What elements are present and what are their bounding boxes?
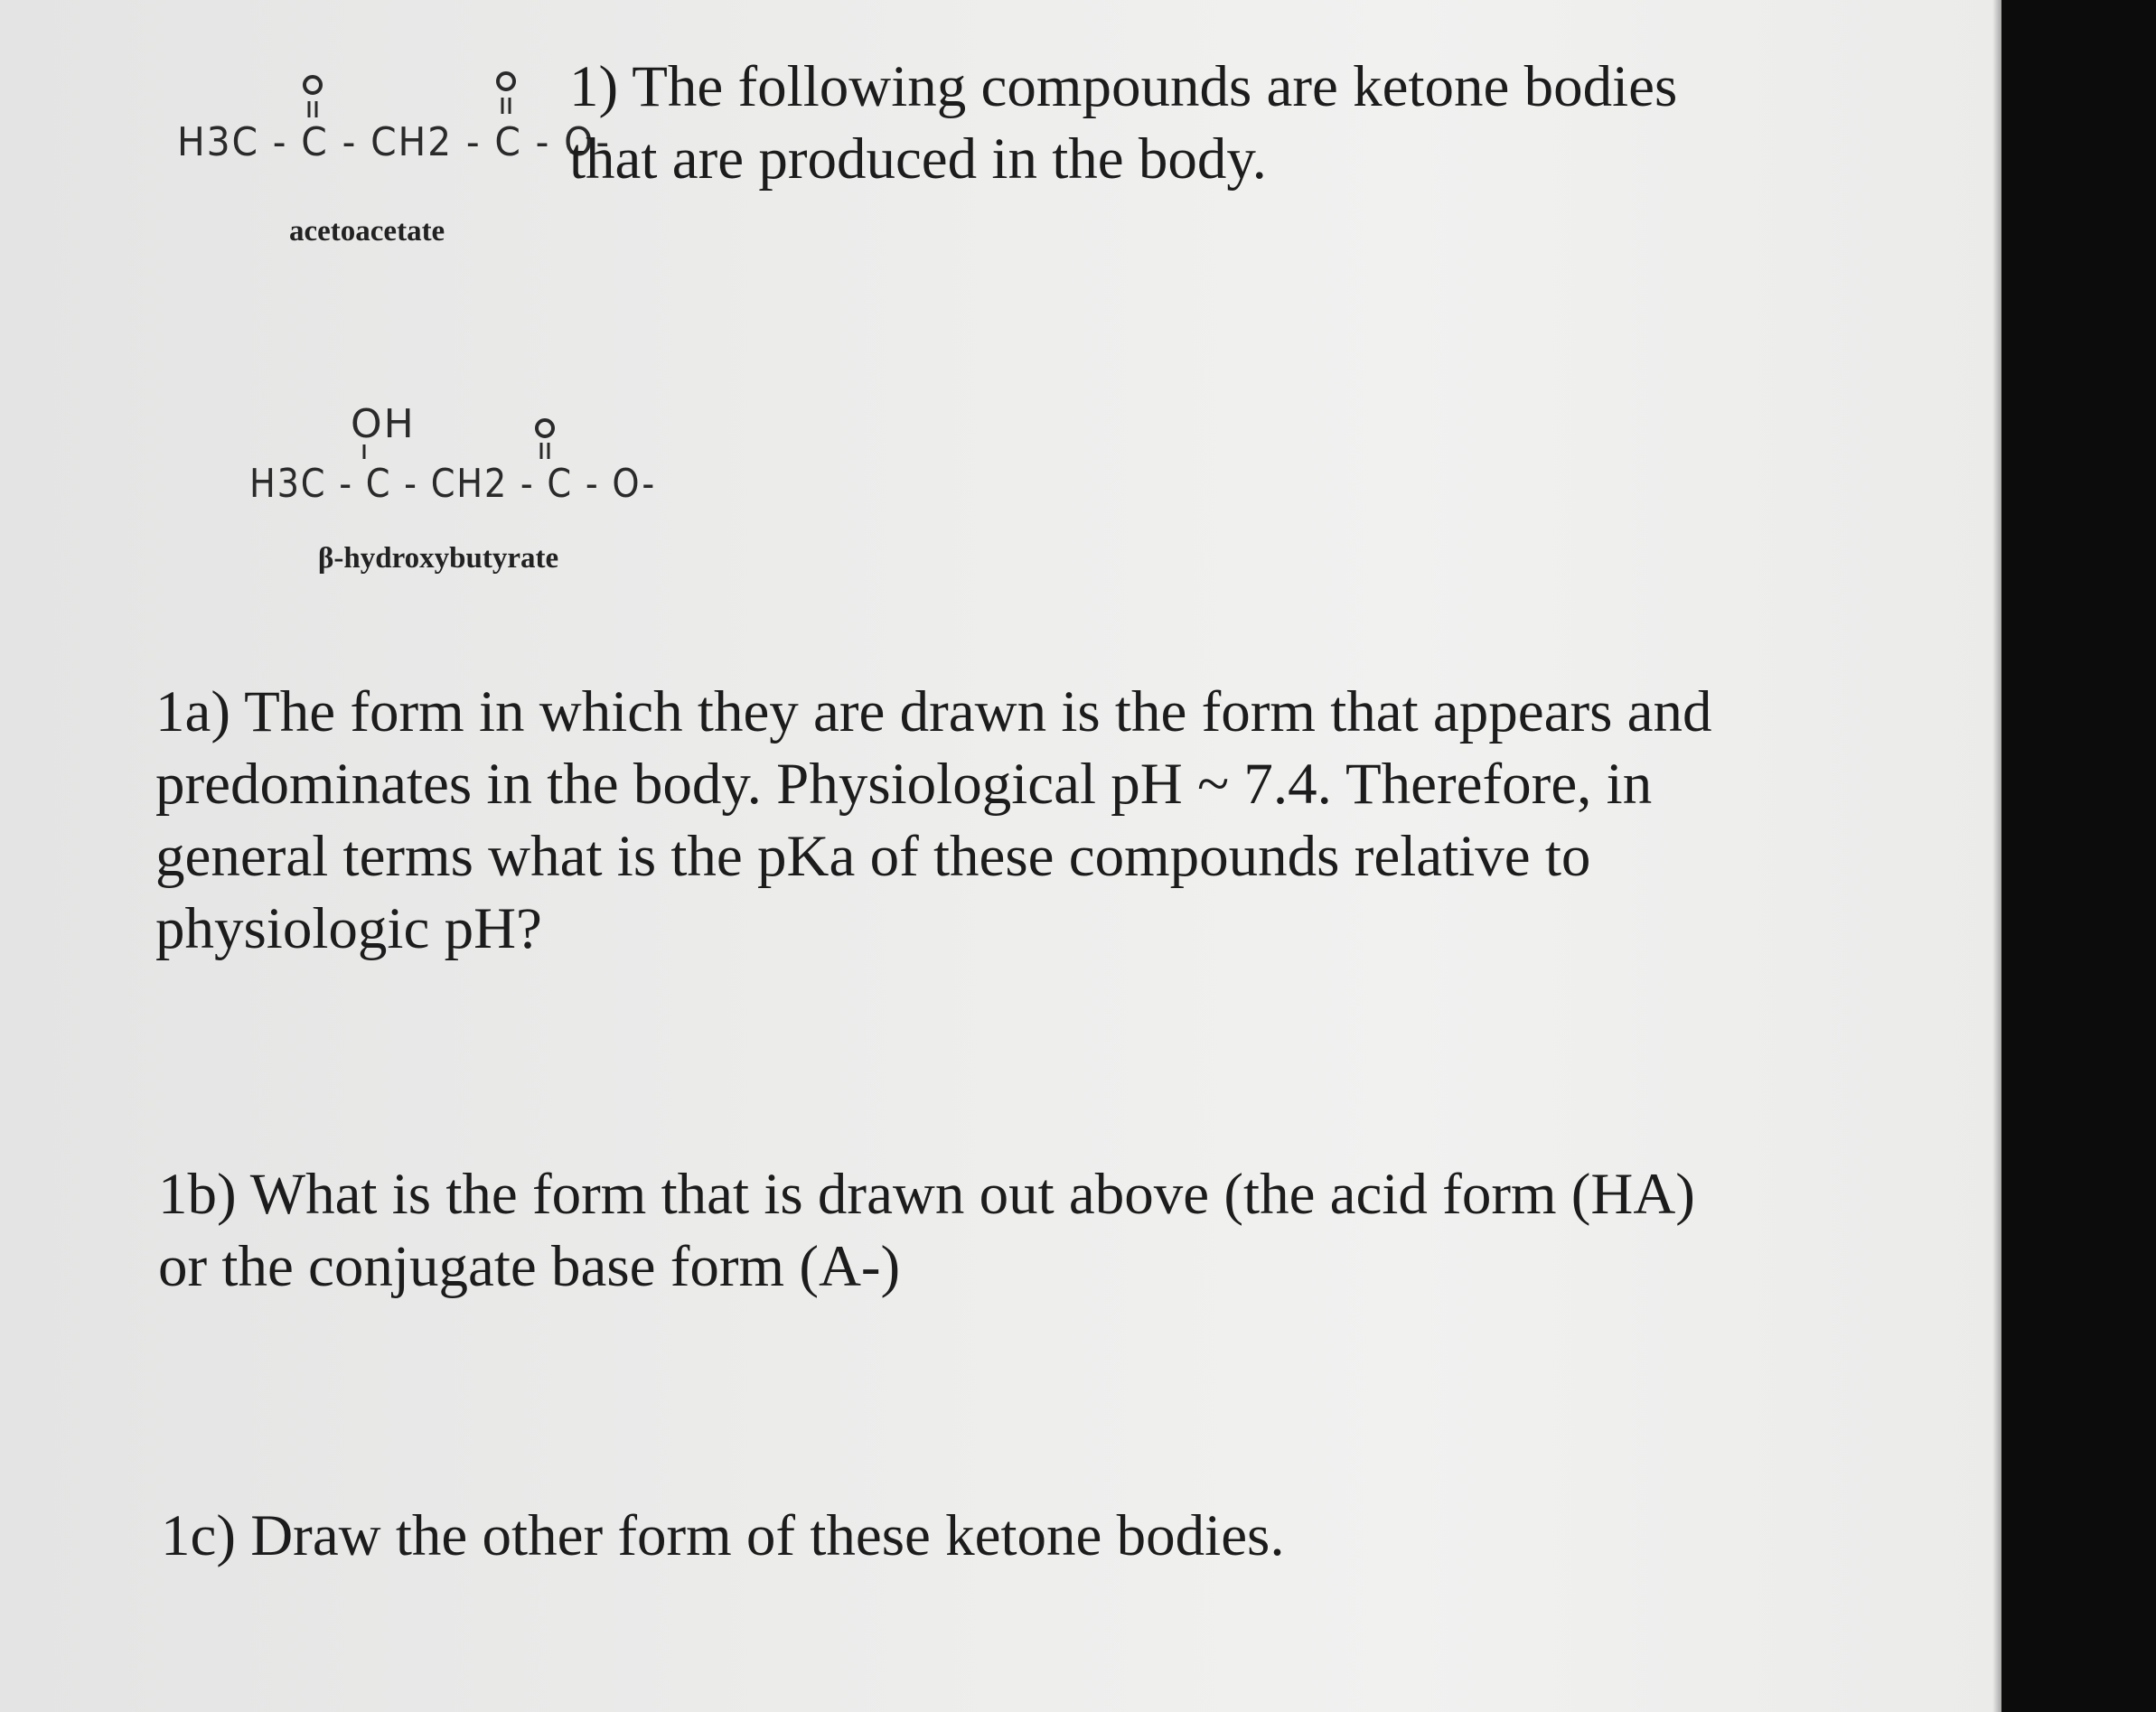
beta-hydroxybutyrate-label: β-hydroxybutyrate bbox=[318, 542, 559, 575]
hydroxyl-group: OH bbox=[351, 401, 416, 447]
carbonyl-oxygen-1 bbox=[305, 77, 321, 93]
question-1b: 1b) What is the form that is drawn out above (the acid form (HA) or the conjugate base form (A-) bbox=[158, 1162, 1695, 1299]
carboxyl-oxygen bbox=[537, 420, 553, 436]
question-1a: 1a) The form in which they are drawn is the form that appears and predominates in the body. Physiological pH ~ 7.4. Therefore, in general terms what is the pKa of these compounds relative to physiologic pH? bbox=[155, 679, 1712, 961]
beta-hydroxybutyrate-structure bbox=[244, 388, 678, 524]
bhb-chain: H3C - C - CH2 - C - O- bbox=[249, 461, 656, 507]
acetoacetate-label: acetoacetate bbox=[289, 215, 445, 248]
acetoacetate-chain: H3C - C - CH2 - C - O- bbox=[177, 119, 611, 165]
monitor-bezel bbox=[2001, 0, 2156, 1712]
carbonyl-oxygen-2 bbox=[498, 73, 514, 89]
acetoacetate-structure bbox=[163, 45, 633, 190]
question-1: 1) The following compounds are ketone bodies that are produced in the body. bbox=[569, 54, 1678, 192]
question-1c: 1c) Draw the other form of these ketone bodies. bbox=[161, 1503, 1285, 1568]
